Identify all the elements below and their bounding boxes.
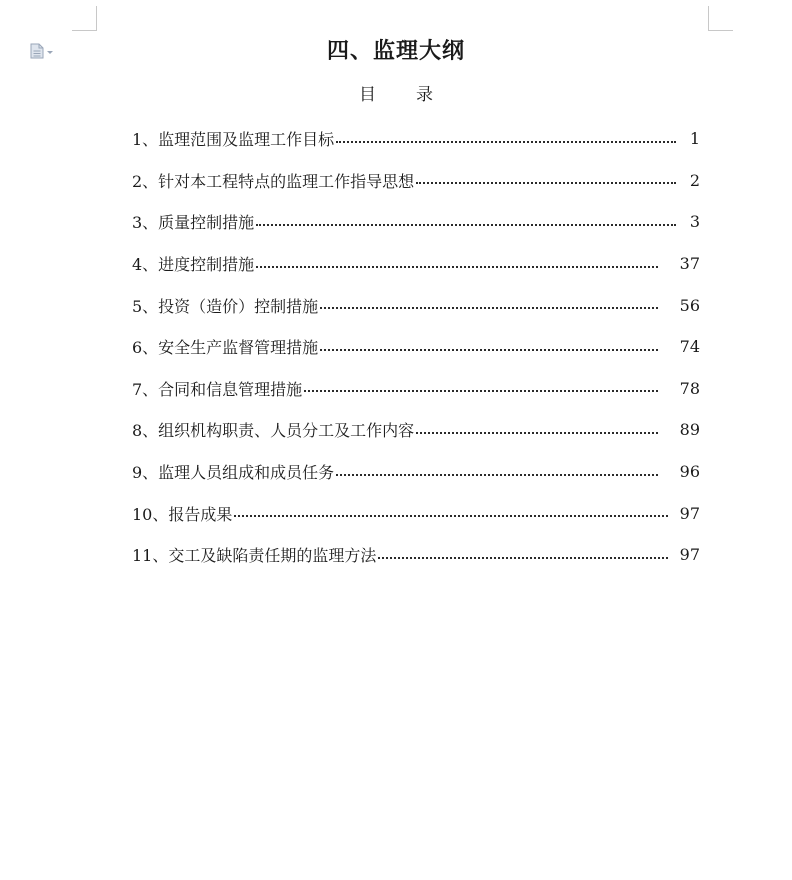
toc-leader-dots [416, 432, 658, 434]
toc-entry[interactable] [132, 534, 700, 576]
toc-entry-label: 3、质量控制措施 [132, 213, 255, 233]
toc-leader-dots [234, 515, 668, 517]
toc-entry-page: 78 [679, 378, 700, 398]
toc-entry-page: 89 [679, 420, 700, 440]
toc-leader-dots [416, 182, 676, 184]
toc-entry-page: 2 [689, 170, 700, 190]
toc-entry-label: 4、进度控制措施 [132, 255, 255, 275]
toc-heading-left: 目 [359, 85, 376, 105]
toc-entry-page: 37 [679, 254, 700, 274]
toc-leader-dots [378, 557, 668, 559]
toc-leader-dots [304, 390, 658, 392]
toc-entry-page: 3 [689, 212, 700, 232]
toc-leader-dots [320, 307, 658, 309]
toc-entry-label: 5、投资（造价）控制措施 [132, 296, 319, 316]
toc-entry-label: 9、监理人员组成和成员任务 [132, 463, 335, 483]
toc-entry[interactable] [132, 409, 700, 451]
toc-entry-page: 96 [679, 462, 700, 482]
toc-entry[interactable] [132, 243, 700, 285]
page-corner-mark-top-right [708, 6, 733, 31]
toc-leader-dots [320, 349, 658, 351]
toc-entry-label: 8、组织机构职责、人员分工及工作内容 [132, 421, 415, 441]
document-title: 四、监理大纲 [326, 38, 465, 64]
toc-entry[interactable] [132, 160, 700, 202]
table-of-contents [132, 118, 700, 576]
page-corner-mark-top-left [72, 6, 97, 31]
toc-entry[interactable] [132, 492, 700, 534]
toc-entry[interactable] [132, 201, 700, 243]
toc-entry[interactable] [132, 451, 700, 493]
toc-heading-right: 录 [416, 85, 433, 105]
toc-entry-label: 7、合同和信息管理措施 [132, 379, 303, 399]
toc-entry[interactable] [132, 326, 700, 368]
toc-entry-page: 56 [679, 295, 700, 315]
toc-entry-label: 11、交工及缺陷责任期的监理方法 [132, 546, 377, 566]
toc-entry-label: 2、针对本工程特点的监理工作指导思想 [132, 171, 415, 191]
toc-entry-page: 74 [679, 337, 700, 357]
toc-leader-dots [256, 224, 676, 226]
toc-entry-label: 6、安全生产监督管理措施 [132, 338, 319, 358]
toc-entry-label: 10、报告成果 [132, 504, 233, 524]
toc-entry-page: 1 [689, 129, 700, 149]
toc-entry[interactable] [132, 284, 700, 326]
toc-heading [0, 80, 792, 105]
toc-entry[interactable] [132, 118, 700, 160]
toc-leader-dots [336, 474, 658, 476]
toc-leader-dots [336, 141, 676, 143]
toc-entry-page: 97 [679, 503, 700, 523]
toc-entry-label: 1、监理范围及监理工作目标 [132, 130, 335, 150]
toc-entry-page: 97 [679, 545, 700, 565]
toc-leader-dots [256, 266, 658, 268]
toc-entry[interactable] [132, 368, 700, 410]
